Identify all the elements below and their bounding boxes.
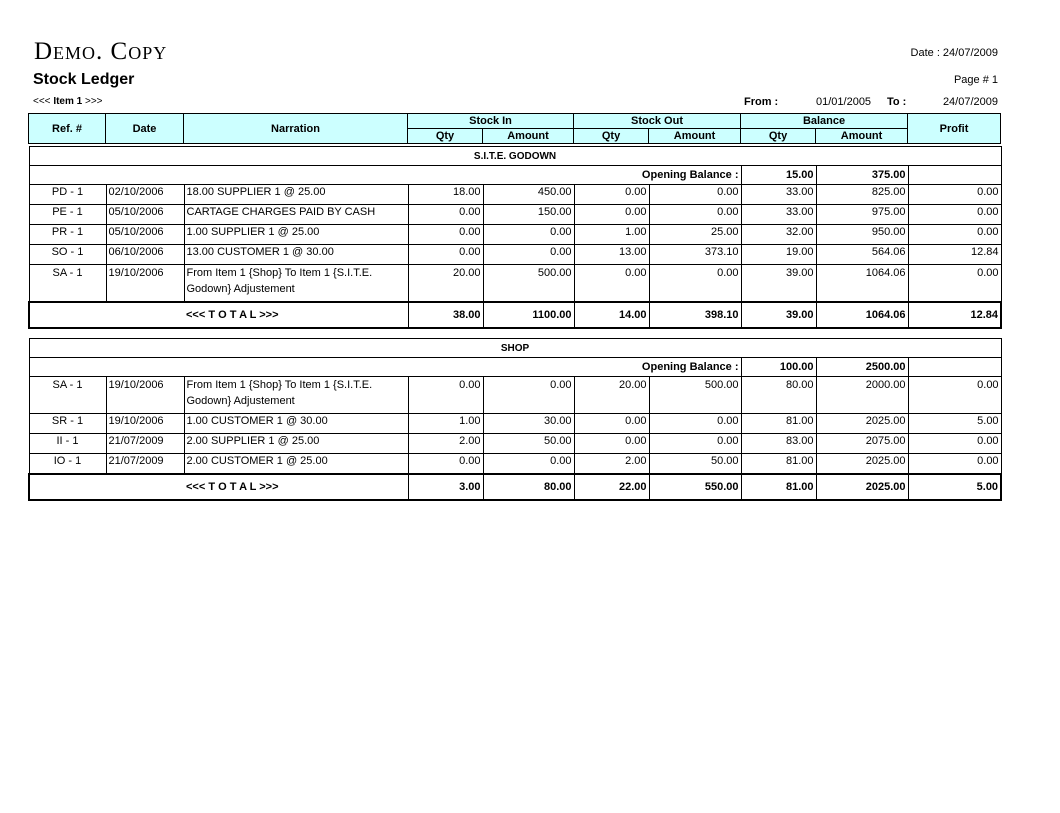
bal-amount-cell: 2025.00 xyxy=(816,454,908,475)
bal-amount-cell: 2075.00 xyxy=(816,434,908,454)
bal-amount-cell: 950.00 xyxy=(816,225,908,245)
bal-qty-cell: 81.00 xyxy=(741,414,816,434)
date-cell: 05/10/2006 xyxy=(106,225,184,245)
date-cell: 05/10/2006 xyxy=(106,205,184,225)
in-amount-cell: 0.00 xyxy=(483,225,574,245)
in-amount-cell: 30.00 xyxy=(483,414,574,434)
col-out-amount: Amount xyxy=(649,129,741,144)
total-row xyxy=(29,474,1001,500)
narration-cell: 13.00 CUSTOMER 1 @ 30.00 xyxy=(184,245,408,265)
from-date: 01/01/2005 xyxy=(816,96,872,108)
to-date: 24/07/2009 xyxy=(942,96,998,108)
total-profit: 12.84 xyxy=(908,302,1001,328)
profit-cell: 0.00 xyxy=(908,454,1001,475)
table-row xyxy=(29,454,1001,475)
narration-cell: 1.00 SUPPLIER 1 @ 25.00 xyxy=(184,225,408,245)
total-out-qty: 22.00 xyxy=(574,474,649,500)
opening-profit xyxy=(908,358,1001,377)
in-qty-cell: 20.00 xyxy=(408,265,483,303)
demo-copy-watermark: Demo. Copy xyxy=(34,38,168,65)
total-bal-amount: 2025.00 xyxy=(816,474,908,500)
out-amount-cell: 0.00 xyxy=(649,205,741,225)
bal-amount-cell: 564.06 xyxy=(816,245,908,265)
out-qty-cell: 0.00 xyxy=(574,434,649,454)
profit-cell: 0.00 xyxy=(908,377,1001,414)
narration-cell: 2.00 SUPPLIER 1 @ 25.00 xyxy=(184,434,408,454)
total-in-qty: 38.00 xyxy=(408,302,483,328)
bal-amount-cell: 1064.06 xyxy=(816,265,908,303)
ref-cell: SR - 1 xyxy=(29,414,106,434)
ref-cell: PR - 1 xyxy=(29,225,106,245)
in-qty-cell: 0.00 xyxy=(408,377,483,414)
section-table xyxy=(28,338,1002,501)
bal-qty-cell: 83.00 xyxy=(741,434,816,454)
ref-cell: SA - 1 xyxy=(29,265,106,303)
total-bal-qty: 39.00 xyxy=(741,302,816,328)
col-narration: Narration xyxy=(184,114,408,144)
column-header-table xyxy=(28,113,1001,144)
opening-qty: 15.00 xyxy=(741,166,816,185)
col-stock-in: Stock In xyxy=(408,114,574,129)
in-qty-cell: 2.00 xyxy=(408,434,483,454)
in-amount-cell: 50.00 xyxy=(483,434,574,454)
opening-balance-label: Opening Balance : xyxy=(29,358,741,377)
profit-cell: 0.00 xyxy=(908,225,1001,245)
bal-amount-cell: 975.00 xyxy=(816,205,908,225)
item-prefix: <<< xyxy=(33,96,54,107)
section-table xyxy=(28,146,1002,329)
bal-qty-cell: 39.00 xyxy=(741,265,816,303)
total-label: <<< T O T A L >>> xyxy=(29,474,408,500)
out-qty-cell: 2.00 xyxy=(574,454,649,475)
ref-cell: SO - 1 xyxy=(29,245,106,265)
out-amount-cell: 50.00 xyxy=(649,454,741,475)
opening-amount: 375.00 xyxy=(816,166,908,185)
bal-qty-cell: 80.00 xyxy=(741,377,816,414)
in-qty-cell: 0.00 xyxy=(408,454,483,475)
opening-qty: 100.00 xyxy=(741,358,816,377)
item-name: Item 1 xyxy=(53,96,83,107)
from-label: From : xyxy=(744,96,779,108)
report-date: Date : 24/07/2009 xyxy=(910,47,998,59)
col-in-amount: Amount xyxy=(483,129,574,144)
section-name: SHOP xyxy=(29,339,1001,358)
profit-cell: 0.00 xyxy=(908,265,1001,303)
total-bal-qty: 81.00 xyxy=(741,474,816,500)
date-cell: 21/07/2009 xyxy=(106,434,184,454)
table-row xyxy=(29,245,1001,265)
total-profit: 5.00 xyxy=(908,474,1001,500)
profit-cell: 0.00 xyxy=(908,185,1001,205)
date-cell: 19/10/2006 xyxy=(106,414,184,434)
table-row xyxy=(29,265,1001,303)
to-label: To : xyxy=(887,96,907,108)
in-qty-cell: 0.00 xyxy=(408,225,483,245)
in-qty-cell: 0.00 xyxy=(408,205,483,225)
ref-cell: II - 1 xyxy=(29,434,106,454)
out-amount-cell: 373.10 xyxy=(649,245,741,265)
profit-cell: 5.00 xyxy=(908,414,1001,434)
total-label: <<< T O T A L >>> xyxy=(29,302,408,328)
ref-cell: PD - 1 xyxy=(29,185,106,205)
out-amount-cell: 0.00 xyxy=(649,434,741,454)
date-cell: 19/10/2006 xyxy=(106,377,184,414)
date-cell: 02/10/2006 xyxy=(106,185,184,205)
in-amount-cell: 0.00 xyxy=(483,245,574,265)
in-amount-cell: 500.00 xyxy=(483,265,574,303)
profit-cell: 0.00 xyxy=(908,434,1001,454)
col-ref: Ref. # xyxy=(29,114,106,144)
col-stock-out: Stock Out xyxy=(574,114,741,129)
out-qty-cell: 13.00 xyxy=(574,245,649,265)
date-cell: 21/07/2009 xyxy=(106,454,184,475)
out-qty-cell: 0.00 xyxy=(574,265,649,303)
table-row xyxy=(29,414,1001,434)
out-amount-cell: 0.00 xyxy=(649,265,741,303)
col-balance: Balance xyxy=(741,114,908,129)
total-bal-amount: 1064.06 xyxy=(816,302,908,328)
total-out-amount: 550.00 xyxy=(649,474,741,500)
total-out-amount: 398.10 xyxy=(649,302,741,328)
out-qty-cell: 20.00 xyxy=(574,377,649,414)
date-cell: 06/10/2006 xyxy=(106,245,184,265)
out-qty-cell: 1.00 xyxy=(574,225,649,245)
ref-cell: PE - 1 xyxy=(29,205,106,225)
out-qty-cell: 0.00 xyxy=(574,414,649,434)
profit-cell: 0.00 xyxy=(908,205,1001,225)
total-in-amount: 80.00 xyxy=(483,474,574,500)
bal-amount-cell: 2000.00 xyxy=(816,377,908,414)
out-amount-cell: 500.00 xyxy=(649,377,741,414)
bal-qty-cell: 33.00 xyxy=(741,185,816,205)
bal-qty-cell: 81.00 xyxy=(741,454,816,475)
bal-qty-cell: 32.00 xyxy=(741,225,816,245)
narration-cell: 1.00 CUSTOMER 1 @ 30.00 xyxy=(184,414,408,434)
col-out-qty: Qty xyxy=(574,129,649,144)
out-qty-cell: 0.00 xyxy=(574,185,649,205)
ref-cell: SA - 1 xyxy=(29,377,106,414)
in-amount-cell: 150.00 xyxy=(483,205,574,225)
total-row xyxy=(29,302,1001,328)
section-name: S.I.T.E. GODOWN xyxy=(29,147,1001,166)
col-bal-qty: Qty xyxy=(741,129,816,144)
in-qty-cell: 1.00 xyxy=(408,414,483,434)
opening-balance-label: Opening Balance : xyxy=(29,166,741,185)
out-amount-cell: 0.00 xyxy=(649,414,741,434)
page-number: Page # 1 xyxy=(953,74,998,86)
in-amount-cell: 0.00 xyxy=(483,454,574,475)
table-row xyxy=(29,185,1001,205)
total-in-amount: 1100.00 xyxy=(483,302,574,328)
out-amount-cell: 25.00 xyxy=(649,225,741,245)
profit-cell: 12.84 xyxy=(908,245,1001,265)
table-row xyxy=(29,225,1001,245)
col-bal-amount: Amount xyxy=(816,129,908,144)
col-profit: Profit xyxy=(908,114,1001,144)
report-title: Stock Ledger xyxy=(33,71,135,88)
out-qty-cell: 0.00 xyxy=(574,205,649,225)
bal-qty-cell: 19.00 xyxy=(741,245,816,265)
narration-cell: From Item 1 {Shop} To Item 1 {S.I.T.E. Godown} Adjustement xyxy=(184,265,408,303)
in-amount-cell: 450.00 xyxy=(483,185,574,205)
narration-cell: 2.00 CUSTOMER 1 @ 25.00 xyxy=(184,454,408,475)
narration-cell: From Item 1 {Shop} To Item 1 {S.I.T.E. Godown} Adjustement xyxy=(184,377,408,414)
total-in-qty: 3.00 xyxy=(408,474,483,500)
item-suffix: >>> xyxy=(82,96,103,107)
col-in-qty: Qty xyxy=(408,129,483,144)
opening-amount: 2500.00 xyxy=(816,358,908,377)
narration-cell: CARTAGE CHARGES PAID BY CASH xyxy=(184,205,408,225)
in-qty-cell: 0.00 xyxy=(408,245,483,265)
table-row xyxy=(29,377,1001,414)
table-row xyxy=(29,205,1001,225)
bal-amount-cell: 825.00 xyxy=(816,185,908,205)
table-row xyxy=(29,434,1001,454)
bal-qty-cell: 33.00 xyxy=(741,205,816,225)
in-qty-cell: 18.00 xyxy=(408,185,483,205)
opening-profit xyxy=(908,166,1001,185)
col-date: Date xyxy=(106,114,184,144)
in-amount-cell: 0.00 xyxy=(483,377,574,414)
out-amount-cell: 0.00 xyxy=(649,185,741,205)
bal-amount-cell: 2025.00 xyxy=(816,414,908,434)
narration-cell: 18.00 SUPPLIER 1 @ 25.00 xyxy=(184,185,408,205)
total-out-qty: 14.00 xyxy=(574,302,649,328)
item-label xyxy=(33,96,103,107)
date-cell: 19/10/2006 xyxy=(106,265,184,303)
ref-cell: IO - 1 xyxy=(29,454,106,475)
